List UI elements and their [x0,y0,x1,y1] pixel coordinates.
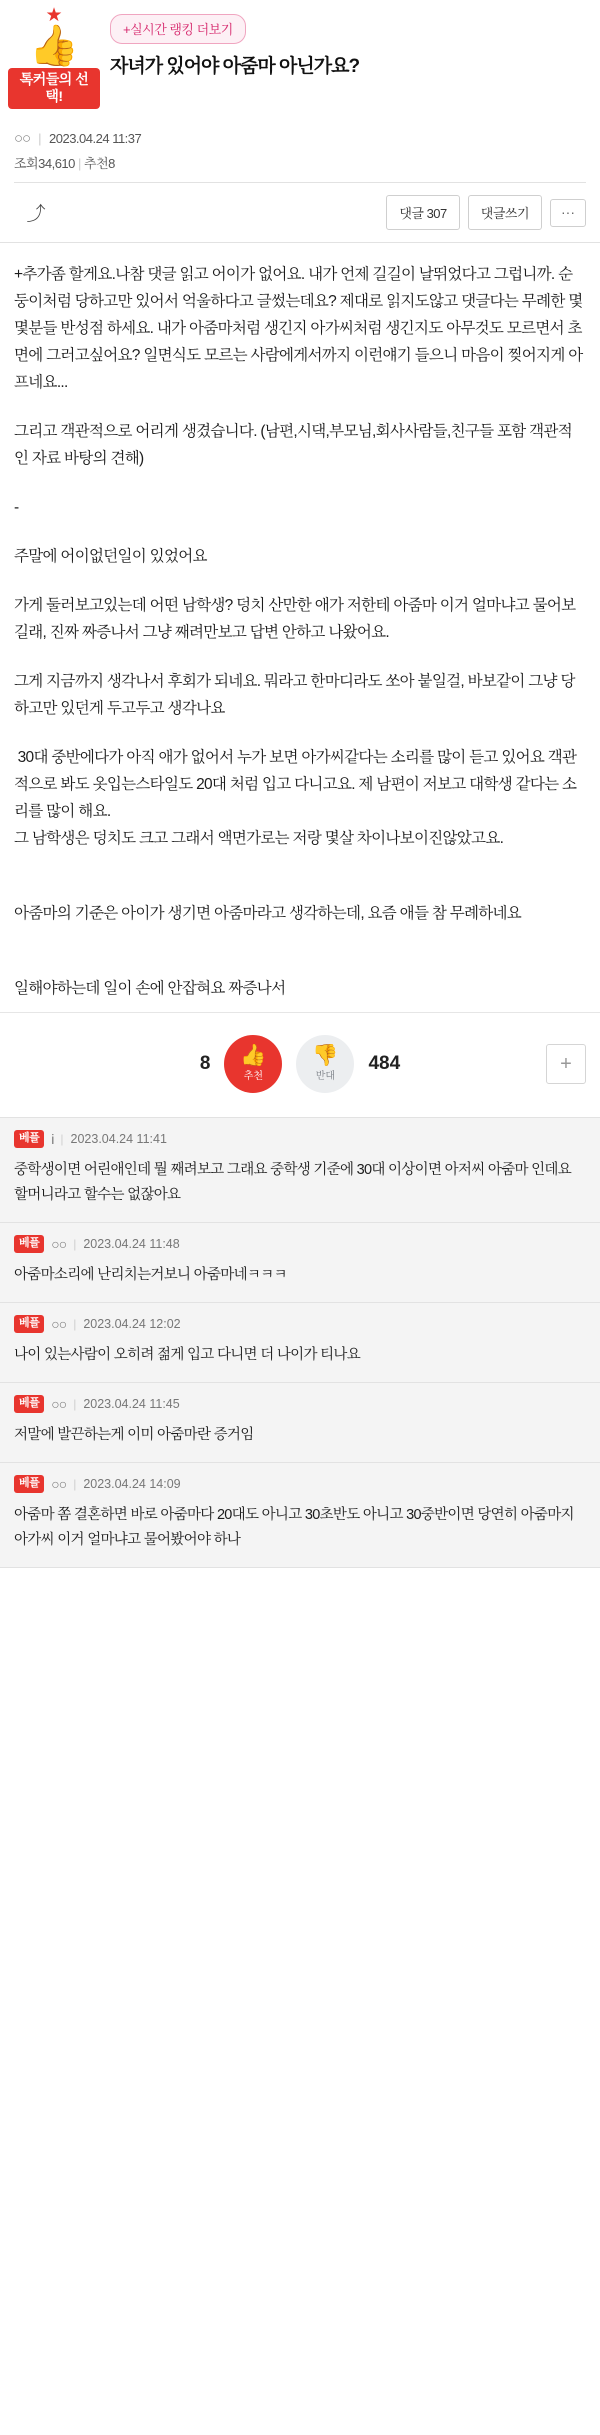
live-ranking-button[interactable]: +실시간 랭킹 더보기 [110,14,246,44]
page-title: 자녀가 있어야 아줌마 아닌가요? [110,56,360,77]
post-paragraph: 가게 둘러보고있는데 어떤 남학생? 덩치 산만한 애가 저한테 아줌마 이거 얼마냐고 물어보길래, 진짜 짜증나서 그냥 째려만보고 답변 안하고 나왔어요. [14,597,576,641]
downvote-button[interactable] [296,1035,354,1093]
post-paragraph: 주말에 어이없던일이 있었어요 [14,548,207,565]
comment-author: ○○ [51,1396,67,1412]
comment-date: 2023.04.24 11:48 [83,1237,180,1251]
upvote-button[interactable] [224,1035,282,1093]
comment-divider: | [73,1237,77,1251]
comment-header [14,1130,586,1148]
plus-icon[interactable]: + [546,1044,586,1084]
post-paragraph: 아줌마의 기준은 아이가 생기면 아줌마라고 생각하는데, 요즘 애들 참 무례하네요 [14,905,522,922]
share-icon[interactable]: ⤴ [26,204,46,225]
post-actionbar [0,183,600,242]
downvote-label: 반대 [315,1071,336,1082]
post-datetime: 2023.04.24 11:37 [49,131,142,146]
comment-header [14,1395,586,1413]
comment-date: 2023.04.24 14:09 [83,1477,181,1491]
comment-header [14,1235,586,1253]
meta-divider: | [38,131,42,146]
comment-text: 중학생이면 어린애인데 뭘 째려보고 그래요 중학생 기준에 30대 이상이면 아저씨 아줌마 인데요 할머니라고 할수는 없잖아요 [14,1162,575,1203]
best-comment-badge: 베플 [14,1475,44,1493]
post-meta [0,118,600,183]
write-comment-button[interactable]: 댓글쓰기 [468,195,542,230]
comment-header [14,1475,586,1493]
post-paragraph: 일해야하는데 일이 손에 안잡혀요 짜증나서 [14,980,286,997]
comment-text: 아줌마소리에 난리치는거보니 아줌마네ㅋㅋㅋ [14,1267,287,1283]
meta-divider-2: | [78,156,85,171]
author-name: ○○ [14,130,31,147]
downvote-count: 484 [368,1053,401,1074]
comment-date: 2023.04.24 11:41 [70,1132,167,1146]
comment-author: ○○ [51,1236,67,1252]
list-item [0,1118,600,1223]
recommend-count: 추천8 [84,156,115,171]
comment-divider: | [73,1317,77,1331]
thumbs-down-icon: 👎 [312,1044,339,1067]
comment-count-button[interactable]: 댓글 307 [386,195,459,230]
upvote-count: 8 [199,1053,211,1074]
comment-text: 나이 있는사람이 오히려 젊게 입고 다니면 더 나이가 티나요 [14,1347,360,1363]
comment-header [14,1315,586,1333]
comment-author: ○○ [51,1316,67,1332]
comment-divider: | [73,1477,77,1491]
comment-date: 2023.04.24 11:45 [83,1397,180,1411]
post-body [0,242,600,1012]
best-comment-badge: 베플 [14,1130,44,1148]
comment-author: ○○ [51,1476,67,1492]
comment-text: 저말에 발끈하는게 이미 아줌마란 증거임 [14,1427,254,1443]
post-paragraph: 30대 중반에다가 아직 애가 없어서 누가 보면 아가씨같다는 소리를 많이 듣고 있어요 객관적으로 봐도 옷입는스타일도 20대 처럼 입고 다니고요. 제 남편이 저보고 대학생 같다는 소리를 많이 해요. [14,749,577,820]
post-paragraph: - [14,499,19,516]
best-comment-badge: 베플 [14,1235,44,1253]
more-options-button[interactable]: ··· [550,199,586,227]
comment-date: 2023.04.24 12:02 [83,1317,181,1331]
talkers-choice-badge [8,6,100,116]
best-comment-badge: 베플 [14,1395,44,1413]
vote-bar [0,1012,600,1117]
comment-list [0,1117,600,1568]
list-item [0,1383,600,1463]
badge-label: 톡커들의 선택! [8,68,100,109]
comment-divider: | [60,1132,64,1146]
comment-author: i [51,1131,54,1147]
upvote-label: 추천 [243,1071,264,1082]
list-item [0,1463,600,1568]
comment-divider: | [73,1397,77,1411]
thumbs-up-icon: 👍 [240,1044,267,1067]
list-item [0,1223,600,1303]
thumbs-up-icon: 👍 [29,24,79,68]
comment-text: 아줌마 쫌 결혼하면 바로 아줌마다 20대도 아니고 30초반도 아니고 30중반이면 당연히 아줌마지 아가씨 이거 얼마냐고 물어봤어야 하나 [14,1507,578,1548]
list-item [0,1303,600,1383]
post-paragraph: 그리고 객관적으로 어리게 생겼습니다. (남편,시댁,부모님,회사사람들,친구들 포함 객관적인 자료 바탕의 견해) [14,423,572,467]
post-paragraph: +추가좀 할게요.나참 댓글 읽고 어이가 없어요. 내가 언제 길길이 날뛰었다고 그럽니까. 순둥이처럼 당하고만 있어서 억울하다고 글썼는데요? 제대로 읽지도않고 댓글다는 무례한 몇몇분들 반성점 하세요. 내가 아줌마처럼 생긴지 아가씨처럼 생긴지도 아무것도 모르면서 초면에 그러고싶어요? 일면식도 모르는 사람에게서까지 이런얘기 들으니 마음이 찢어지게 아프네요... [14,266,583,391]
view-count: 조회34,610 [14,156,75,171]
star-icon: ★ [45,5,63,26]
best-comment-badge: 베플 [14,1315,44,1333]
post-header [0,0,600,118]
post-paragraph: 그 남학생은 덩치도 크고 그래서 액면가로는 저랑 몇살 차이나보이진않았고요. [14,830,504,847]
post-paragraph: 그게 지금까지 생각나서 후회가 되네요. 뭐라고 한마디라도 쏘아 붙일걸, 바보같이 그냥 당하고만 있던게 두고두고 생각나요 [14,673,575,717]
